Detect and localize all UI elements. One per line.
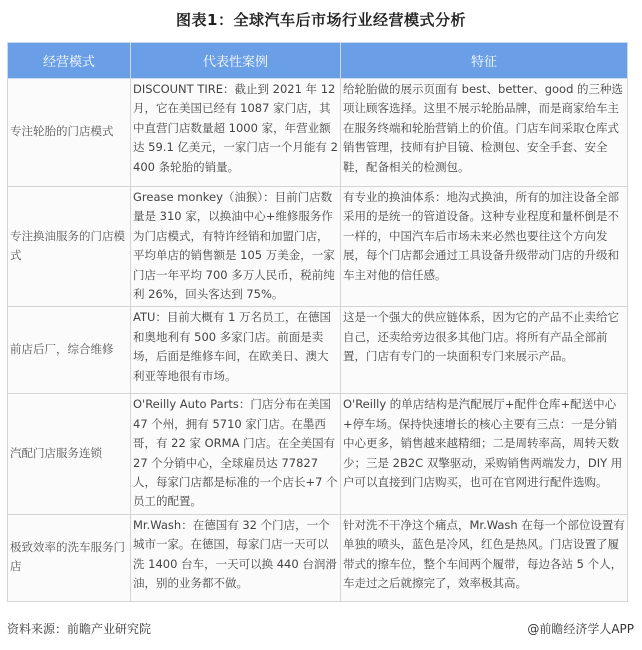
- header-mode: 经营模式: [8, 43, 131, 79]
- source-note: 资料来源：前瞻产业研究院: [7, 622, 152, 636]
- cell-case: Grease monkey（油猴）：目前门店数量是 310 家，以换油中心+维修服务作为门店模式，有特许经销和加盟门店，平均单店的销售额是 105 万美金，一家门店一年平均 700 多万人民币，税前纯利 26%，回头客达到 75%。: [131, 187, 341, 307]
- cell-mode: 前店后厂，综合维修: [8, 307, 131, 394]
- cell-case: Mr.Wash：在德国有 32 个门店，一个城市一家。在德国，每家门店一天可以洗 1400 台车，一天可以换 440 台润滑油，别的业务都不做。: [131, 514, 341, 601]
- cell-case: ATU：目前大概有 1 万名员工，在德国和奥地利有 500 多家门店。前面是卖场，后面是维修车间，在欧美日、澳大利亚等地很有市场。: [131, 307, 341, 394]
- cell-case: O'Reilly Auto Parts：门店分布在美国 47 个州，拥有 5710 家门店。在墨西哥，有 22 家 ORMA 门店。在全美国有 27 个分销中心，全球雇员达 77827 人，每家门店都是标准的一个店长+7 个员工的配置。: [131, 394, 341, 514]
- table-header-row: [8, 43, 628, 79]
- cell-feature: 这是一个强大的供应链体系，因为它的产品不止卖给它自己，还卖给旁边很多其他门店。将所有产品全部前置，门店有专门的一块面积专门来展示产品。: [341, 307, 628, 394]
- cell-feature: 针对洗不干净这个痛点，Mr.Wash 在每一个部位设置有单独的喷头，蓝色是冷风，红色是热风。门店设置了履带式的擦车位，整个车间两个履带，每边各站 5 个人，车走过之后就擦完了，效率极其高。: [341, 514, 628, 601]
- cell-mode: 汽配门店服务连锁: [8, 394, 131, 514]
- cell-case: DISCOUNT TIRE：截止到 2021 年 12 月，它在美国已经有 1087 家门店，其中直营门店数量超 1000 家，年营业额达 59.1 亿美元，一家门店一个月能有 2400 条轮胎的销量。: [131, 79, 341, 187]
- credit-note: @前瞻经济学人APP: [527, 622, 634, 636]
- cell-mode: 极致效率的洗车服务门店: [8, 514, 131, 601]
- cell-feature: 有专业的换油体系：地沟式换油，所有的加注设备全部采用的是统一的管道设备。这种专业程度和量杯倒是不一样的，中国汽车后市场未来必然也要往这个方向发展，每个门店都会通过工具设备升级带动门店的升级和车主对他的信任感。: [341, 187, 628, 307]
- table-row: [8, 307, 628, 394]
- page-title: 图表1：全球汽车后市场行业经营模式分析: [176, 11, 466, 29]
- table-row: [8, 79, 628, 187]
- cell-feature: 给轮胎做的展示页面有 best、better、good 的三种选项让顾客选择。这里不展示轮胎品牌，而是商家给车主在服务终端和轮胎营销上的价值。门店车间采取仓库式销售管理，技师有护目镜、检测包、安全手套、安全鞋，配备相关的检测包。: [341, 79, 628, 187]
- cell-mode: 专注轮胎的门店模式: [8, 79, 131, 187]
- header-feature: 特征: [341, 43, 628, 79]
- table-row: [8, 514, 628, 601]
- table-row: [8, 187, 628, 307]
- cell-feature: O'Reilly 的单店结构是汽配展厅+配件仓库+配送中心+停车场。保持快速增长的核心主要有三点：一是分销中心更多，销售越来越精细；二是周转率高，周转天数少；三是 2B2C 双擎驱动，采购销售两端发力，DIY 用户可以直接到门店购买，也可在官网进行配件选购。: [341, 394, 628, 514]
- operating-model-table: [7, 42, 628, 602]
- table-row: [8, 394, 628, 514]
- header-case: 代表性案例: [131, 43, 341, 79]
- cell-mode: 专注换油服务的门店模式: [8, 187, 131, 307]
